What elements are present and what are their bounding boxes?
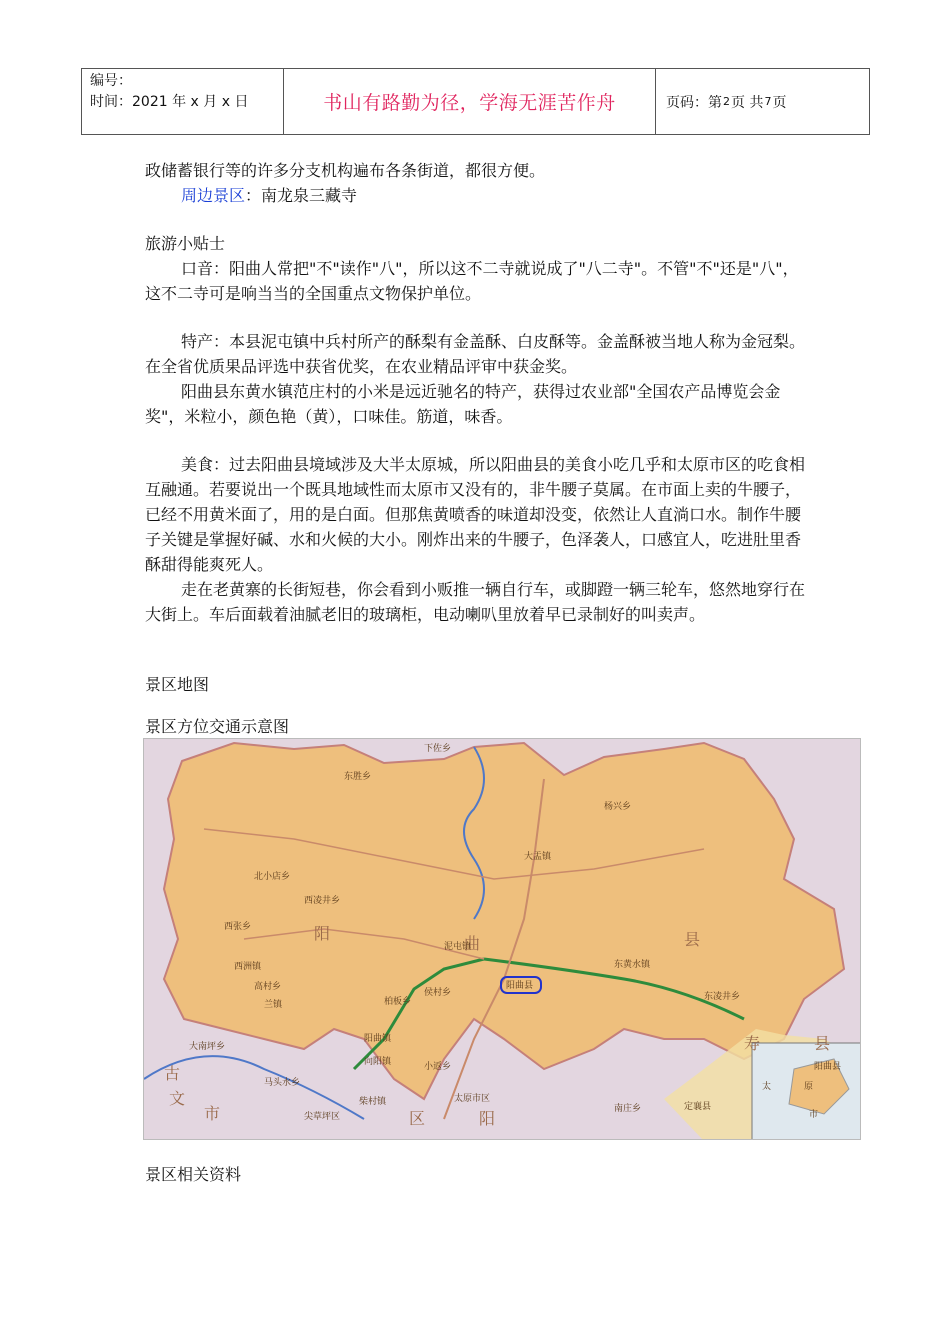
map-place-label: 阳曲镇 <box>364 1034 392 1044</box>
serial-label: 编号： <box>90 73 132 89</box>
map-place-label: 侯村乡 <box>424 988 452 998</box>
map-svg <box>144 739 861 1140</box>
document-body <box>145 158 811 627</box>
inset-label: 太 <box>762 1082 772 1092</box>
document-header <box>81 68 870 135</box>
map-place-label: 高村乡 <box>254 982 282 992</box>
map-place-label: 东胜乡 <box>344 772 372 782</box>
map-place-label: 泥屯镇 <box>444 942 472 952</box>
page-suffix: 页 <box>772 94 787 111</box>
area-map <box>143 738 861 1140</box>
map-heading: 景区地图 <box>145 675 210 694</box>
map-big-label: 区 <box>409 1109 426 1128</box>
nearby-attraction-value: ：南龙泉三藏寺 <box>245 186 358 205</box>
map-place-label: 柴村镇 <box>359 1097 387 1107</box>
map-big-label: 县 <box>814 1034 831 1053</box>
map-caption: 景区方位交通示意图 <box>145 717 290 736</box>
inset-label: 阳曲县 <box>814 1062 842 1072</box>
specialty-paragraph-2: 阳曲县东黄水镇范庄村的小米是远近驰名的特产，获得过农业部"全国农产品博览会金奖"，米粒小，颜色艳（黄），口味佳。筋道，味香。 <box>145 382 781 426</box>
nearby-attraction-link[interactable]: 周边景区 <box>181 186 246 205</box>
map-place-label: 杨兴乡 <box>604 802 632 812</box>
map-place-label: 定襄县 <box>684 1102 712 1112</box>
map-big-label: 古 <box>164 1064 181 1083</box>
page-number <box>656 69 869 134</box>
food-paragraph-1: 美食：过去阳曲县境域涉及大半太原城，所以阳曲县的美食小吃几乎和太原市区的吃食相互融通。若要说出一个既具地域性而太原市又没有的，非牛腰子莫属。在市面上卖的牛腰子，已经不用黄米面了，用的是白面。但那焦黄喷香的味道却没变，依然让人直淌口水。制作牛腰子关键是掌握好碱、水和火候的大小。刚炸出来的牛腰子，色泽袭人，口感宜人，吃进肚里香酥甜得能爽死人。 <box>145 455 806 574</box>
banks-paragraph: 政储蓄银行等的许多分支机构遍布各条街道，都很方便。 <box>145 161 546 180</box>
map-place-label: 下佐乡 <box>424 744 452 754</box>
map-place-label: 兰镇 <box>264 1000 283 1010</box>
tips-heading: 旅游小贴士 <box>145 234 226 253</box>
inset-label: 市 <box>809 1110 819 1120</box>
header-motto: 书山有路勤为径，学海无涯苦作舟 <box>284 69 656 134</box>
header-meta <box>82 69 284 134</box>
nearby-attraction <box>145 183 811 208</box>
map-place-label: 西凌井乡 <box>304 896 341 906</box>
map-place-label: 向阳镇 <box>364 1057 392 1067</box>
inset-label: 原 <box>804 1082 814 1092</box>
map-place-label: 西洲镇 <box>234 962 262 972</box>
map-place-label: 北小店乡 <box>254 872 291 882</box>
map-place-label: 大盂镇 <box>524 852 552 862</box>
map-place-label: 南庄乡 <box>614 1104 642 1114</box>
page-current: 2 <box>723 95 730 108</box>
page-prefix: 页码：第 <box>666 94 722 111</box>
map-big-label: 寿 <box>744 1034 761 1053</box>
map-place-label: 柏板乡 <box>384 997 412 1007</box>
map-big-label: 阳 <box>479 1109 496 1128</box>
time-label: 时间：2021 年 x 月 x 日 <box>90 94 249 110</box>
related-heading: 景区相关资料 <box>145 1165 242 1184</box>
map-big-label: 市 <box>204 1104 221 1123</box>
map-big-label: 阳 <box>314 924 331 943</box>
food-paragraph-2: 走在老黄寨的长街短巷，你会看到小贩推一辆自行车，或脚蹬一辆三轮车，悠然地穿行在大街上。车后面载着油腻老旧的玻璃柜，电动喇叭里放着早已录制好的叫卖声。 <box>145 580 806 624</box>
page-mid: 页 共 <box>731 94 764 111</box>
map-place-label: 小返乡 <box>424 1062 452 1072</box>
map-place-label: 阳曲县 <box>506 981 534 991</box>
map-place-label: 东凌井乡 <box>704 992 741 1002</box>
map-place-label: 太原市区 <box>454 1094 491 1104</box>
specialty-paragraph-1: 特产：本县泥屯镇中兵村所产的酥梨有金盖酥、白皮酥等。金盖酥被当地人称为金冠梨。在全省优质果品评选中获省优奖，在农业精品评审中获金奖。 <box>145 332 806 376</box>
accent-paragraph: 口音：阳曲人常把"不"读作"八"，所以这不二寺就说成了"八二寺"。不管"不"还是"八"，这不二寺可是响当当的全国重点文物保护单位。 <box>145 259 799 303</box>
map-big-label: 县 <box>684 930 701 949</box>
map-place-label: 马头水乡 <box>264 1078 301 1088</box>
map-place-label: 西张乡 <box>224 922 252 932</box>
page-total: 7 <box>764 95 772 108</box>
map-big-label: 曲 <box>464 934 481 953</box>
map-place-label: 东黄水镇 <box>614 960 651 970</box>
map-place-label: 尖草坪区 <box>304 1112 341 1122</box>
map-place-label: 大南坪乡 <box>189 1042 226 1052</box>
map-big-label: 文 <box>169 1089 186 1108</box>
